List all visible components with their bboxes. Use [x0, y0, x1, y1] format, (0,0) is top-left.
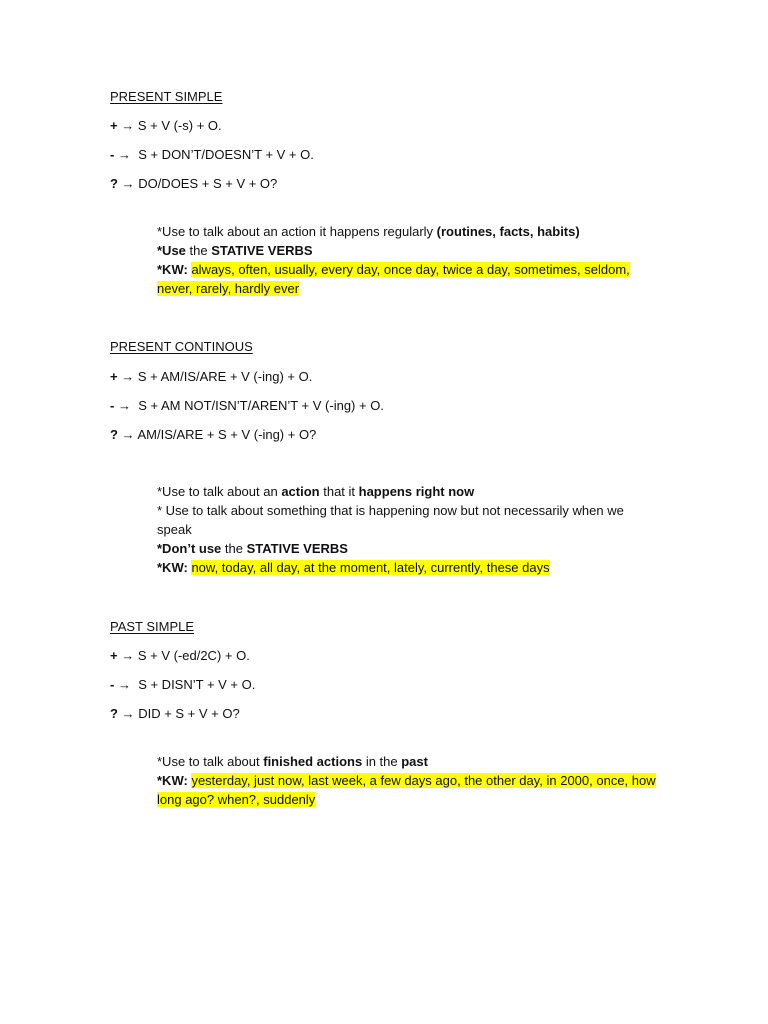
note-usage: *Use to talk about an action it happens regularly (routines, facts, habits) — [157, 224, 580, 239]
note-usage: *Use to talk about finished actions in the past — [157, 754, 428, 769]
note-usage: *Use to talk about an action that it happens right now — [157, 484, 475, 499]
formula-negative: - → S + DISN’T + V + O. — [110, 677, 256, 692]
formula-affirmative: + → S + V (-s) + O. — [110, 118, 222, 133]
arrow-icon: → — [121, 427, 135, 442]
note-keywords: *KW: yesterday, just now, last week, a few days ago, the other day, in 2000, once, how long ago? when?, suddenly — [157, 773, 656, 807]
arrow-icon: → — [117, 398, 131, 413]
section-title-present-continous: PRESENT CONTINOUS — [110, 339, 253, 354]
keywords-highlight: now, today, all day, at the moment, lately, currently, these days — [191, 560, 550, 575]
notes-past-simple — [157, 752, 657, 809]
section-title-past-simple: PAST SIMPLE — [110, 619, 195, 634]
note-stative: *Use the STATIVE VERBS — [157, 243, 313, 258]
section-title-present-simple: PRESENT SIMPLE — [110, 89, 223, 104]
arrow-icon: → — [117, 677, 131, 692]
arrow-icon: → — [121, 118, 135, 133]
note-usage-2: * Use to talk about something that is happening now but not necessarily when we speak — [157, 503, 624, 537]
formula-negative: - → S + DON’T/DOESN’T + V + O. — [110, 147, 314, 162]
note-stative: *Don’t use the STATIVE VERBS — [157, 541, 348, 556]
arrow-icon: → — [121, 648, 135, 663]
note-keywords: *KW: always, often, usually, every day, once day, twice a day, sometimes, seldom, never, rarely, hardly ever — [157, 262, 630, 296]
keywords-highlight: always, often, usually, every day, once day, twice a day, sometimes, seldom, never, rarely, hardly ever — [157, 262, 630, 296]
arrow-icon: → — [121, 706, 135, 721]
formula-question: ? → DO/DOES + S + V + O? — [110, 176, 278, 191]
formula-question: ? → AM/IS/ARE + S + V (-ing) + O? — [110, 427, 317, 442]
keywords-highlight: yesterday, just now, last week, a few days ago, the other day, in 2000, once, how long ago? when?, suddenly — [157, 773, 656, 807]
formula-question: ? → DID + S + V + O? — [110, 706, 240, 721]
arrow-icon: → — [117, 147, 131, 162]
arrow-icon: → — [121, 369, 135, 384]
formula-affirmative: + → S + AM/IS/ARE + V (-ing) + O. — [110, 369, 313, 384]
formula-affirmative: + → S + V (-ed/2C) + O. — [110, 648, 250, 663]
arrow-icon: → — [121, 176, 135, 191]
formula-negative: - → S + AM NOT/ISN’T/AREN’T + V (-ing) + O. — [110, 398, 384, 413]
notes-present-continous — [157, 482, 657, 577]
notes-present-simple — [157, 222, 657, 298]
note-keywords: *KW: now, today, all day, at the moment, lately, currently, these days — [157, 560, 550, 575]
